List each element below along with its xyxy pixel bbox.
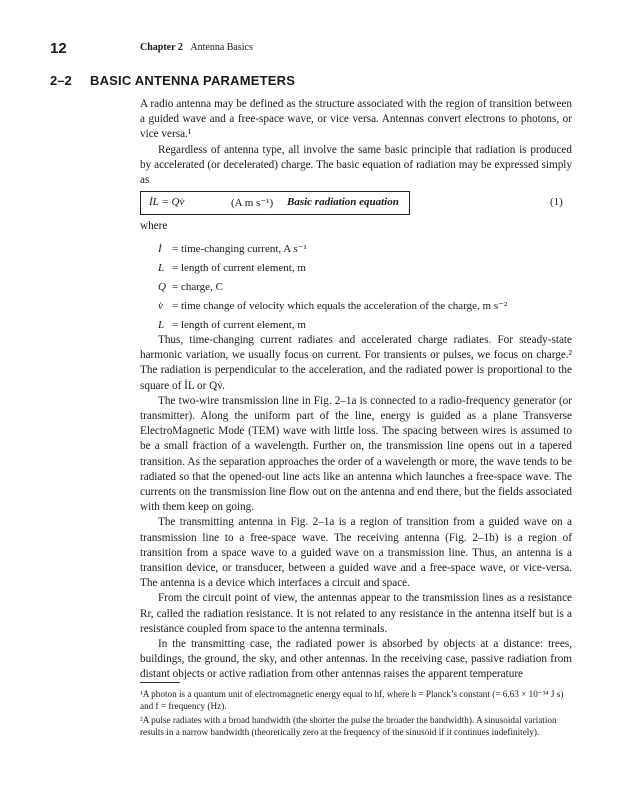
definition-symbol: L bbox=[158, 262, 165, 274]
paragraph-4: The two-wire transmission line in Fig. 2–1a is connected to a radio-frequency generator (or transmitter). Along the uniform part of the line, energy is guided as a plane Transverse ElectroMagnetic Mode (TEM) wave with little loss. The spacing between wires is assumed to be a small fraction of a wavelength. Further on, the transmission line opens out in a tapered transition. As the separation approaches the order of a wavelength or more, the wave tends to be radiated so that the opened-out line acts like an antenna which launches a free-space wave. The currents on the transmission line flow out on the antenna and end there, but the fields associated with them keep on going. bbox=[140, 394, 572, 514]
definition-row bbox=[158, 259, 578, 278]
equation-box bbox=[140, 191, 410, 215]
section-number: 2–2 bbox=[50, 73, 72, 88]
paragraph-6: From the circuit point of view, the antennas appear to the transmission lines as a resistance Rr, called the radiation resistance. It is not related to any resistance in the antenna itself but is a resistance coupled from space to the antenna terminals. bbox=[140, 592, 572, 635]
definition-text: = length of current element, m bbox=[172, 319, 306, 331]
definition-list bbox=[158, 240, 578, 335]
definition-text: = time-changing current, A s⁻¹ bbox=[172, 243, 307, 255]
intro-text bbox=[140, 97, 572, 188]
definition-symbol: Q bbox=[158, 281, 166, 293]
paragraph-3: Thus, time-changing current radiates and accelerated charge radiates. For steady-state harmonic variation, we usually focus on current. For transients or pulses, we focus on charge.² The radiation is perpendicular to the acceleration, and the radiated power is proportional to the square of İL or Qv̇. bbox=[140, 334, 572, 392]
equation-units: (A m s⁻¹) bbox=[231, 197, 274, 209]
paragraph-7: In the transmitting case, the radiated power is absorbed by objects at a distance: trees, buildings, the ground, the sky, and other antennas. In the receiving case, passive radiation from distant objects or active radiation from other antennas raises the apparent temperature bbox=[140, 638, 572, 681]
equation-name: Basic radiation equation bbox=[287, 196, 399, 208]
page-number: 12 bbox=[50, 40, 67, 57]
definition-symbol: İ bbox=[158, 243, 162, 255]
equation-formula: İL = Qv̇ bbox=[149, 196, 185, 208]
chapter-label bbox=[140, 42, 253, 53]
definition-text: = charge, C bbox=[172, 281, 223, 293]
definition-row bbox=[158, 278, 578, 297]
running-header bbox=[0, 40, 638, 58]
main-text bbox=[140, 333, 572, 683]
definition-row bbox=[158, 240, 578, 259]
definition-text: = time change of velocity which equals the acceleration of the charge, m s⁻² bbox=[172, 300, 508, 312]
chapter-number: Chapter 2 bbox=[140, 42, 183, 53]
footnote-rule bbox=[140, 682, 180, 683]
where-label: where bbox=[140, 220, 168, 232]
equation-number: (1) bbox=[550, 196, 563, 208]
paragraph-1: A radio antenna may be defined as the structure associated with the region of transition between a guided wave and a free-space wave, or vice versa. Antennas convert electrons to photons, or vice versa.¹ bbox=[140, 98, 572, 141]
section-title: BASIC ANTENNA PARAMETERS bbox=[90, 73, 296, 88]
footnote-2: ²A pulse radiates with a broad bandwidth (the shorter the pulse the broader the bandwidth). A sinusoidal variation results in a narrow bandwidth (theoretically zero at the frequency of the sinusoid if it continues indefinitely). bbox=[140, 715, 557, 738]
definition-symbol: L bbox=[158, 319, 165, 331]
definition-text: = length of current element, m bbox=[172, 262, 306, 274]
paragraph-2: Regardless of antenna type, all involve the same basic principle that radiation is produced by accelerated (or decelerated) charge. The basic equation of radiation may be expressed simply as bbox=[140, 143, 572, 187]
definition-symbol: v̇ bbox=[158, 300, 163, 312]
paragraph-5: The transmitting antenna in Fig. 2–1a is a region of transition from a guided wave on a transmission line to a free-space wave. The receiving antenna (Fig. 2–1b) is a region of transition from a space wave to a guided wave on a transmission line. Thus, an antenna is a transition device, or transducer, between a guided wave and a free-space wave, or vice-versa. The antenna is a device which interfaces a circuit and space. bbox=[140, 516, 572, 590]
chapter-title: Antenna Basics bbox=[190, 42, 253, 53]
definition-row bbox=[158, 297, 578, 316]
footnote-1: ¹A photon is a quantum unit of electromagnetic energy equal to hf, where h = Planck’s constant (= 6.63 × 10⁻³⁴ J s) and f = frequency (Hz). bbox=[140, 689, 564, 712]
